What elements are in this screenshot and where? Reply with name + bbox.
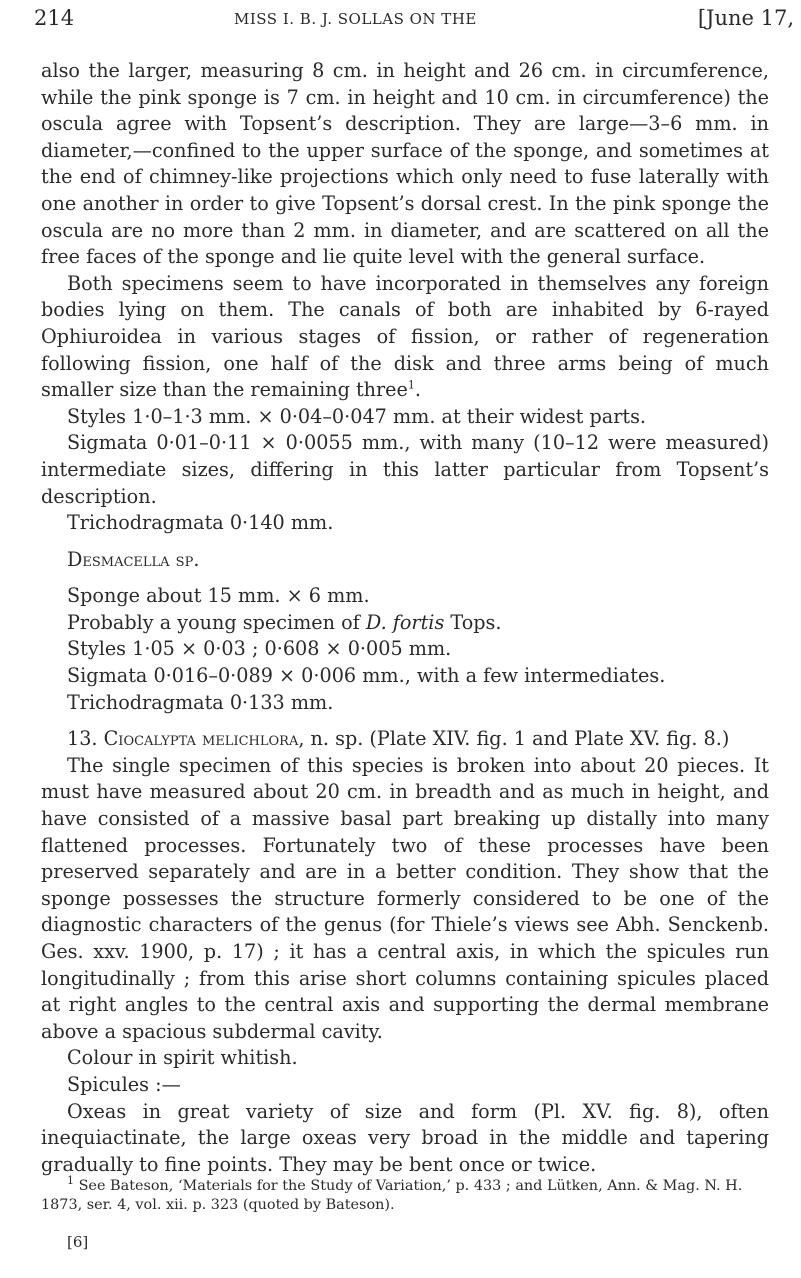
section-number: 13. — [67, 727, 104, 751]
page-number: 214 — [34, 6, 75, 30]
trichodragmata-measure: Trichodragmata 0·140 mm. — [67, 511, 334, 535]
paragraph-oxeas: Oxeas in great variety of size and form (Pl. XV. fig. 8), often inequiactinate, the large oxeas very broad in the middle and tapering gradually to fine points. They may be bent once or twice. — [41, 1099, 769, 1176]
footnote-text: See Bateson, ‘Materials for the Study of Variation,’ p. 433 ; and Lütken, Ann. & Mag. N. H. 1873, ser. 4, vol. xii. p. 323 (quoted by Bateson). — [41, 1178, 743, 1213]
paragraph-specimen: The single specimen of this species is broken into about 20 pieces. It must have measured about 20 cm. in breadth and as much in height, and have consisted of a massive basal part breaking up distally into many flattened processes. Fortunately two of these processes have been preserved separately and are in a better condition. They show that the sponge possesses the structure formerly considered to be one of the diagnostic characters of the genus (for Thiele’s views see Abh. Senckenb. Ges. xxv. 1900, p. 17) ; it has a central axis, in which the spicules run longitudinally ; from this arise short columns containing spicules placed at right angles to the central axis and supporting the dermal membrane above a spacious subdermal cavity. — [41, 753, 769, 1043]
species-name: D. fortis — [365, 610, 445, 634]
period: . — [414, 378, 422, 402]
desmacella-styles: Styles 1·05 × 0·03 ; 0·608 × 0·005 mm. — [67, 637, 452, 661]
species-title: Ciocalypta melichlora — [103, 727, 299, 751]
header-date: [June 17, — [697, 6, 794, 30]
section-plate-ref: , n. sp. (Plate XIV. fig. 1 and Plate XV. fig. 8.) — [298, 727, 730, 751]
desmacella-note — [41, 610, 769, 637]
paragraph-foreign-bodies — [41, 271, 769, 404]
spicules-heading: Spicules :— — [67, 1072, 181, 1096]
desmacella-size: Sponge about 15 mm. × 6 mm. — [67, 584, 370, 608]
running-title: MISS I. B. J. SOLLAS ON THE — [234, 10, 477, 28]
desmacella-trichodragmata: Trichodragmata 0·133 mm. — [67, 690, 334, 714]
page-header — [34, 6, 794, 38]
paragraph-oscula: also the larger, measuring 8 cm. in height and 26 cm. in circumference, while the pink sponge is 7 cm. in height and 10 cm. in circumference) the oscula agree with Topsent’s description. They are large—3–6 mm. in diameter,—confined to the upper surface of the sponge, and sometimes at the end of chimney-like projections which only need to fuse laterally with one another in order to give Topsent’s dorsal crest. In the pink sponge the oscula are no more than 2 mm. in diameter, and are scattered on all the free faces of the sponge and lie quite level with the general surface. — [41, 59, 769, 269]
author-abbrev: Tops. — [444, 610, 502, 634]
footnote-marker: 1 — [67, 1174, 74, 1188]
signature-mark: [6] — [67, 1233, 89, 1251]
footnote — [41, 1174, 781, 1214]
paragraph-foreign-bodies-text: Both specimens seem to have incorporated in themselves any foreign bodies lying on them. The canals of both are inhabited by 6-rayed Ophiuroidea in various stages of fission, or rather of regeneration following fission, one half of the disk and three arms being of much smaller size than the remaining three — [41, 271, 769, 402]
body-text — [41, 58, 769, 1178]
styles-measure: Styles 1·0–1·3 mm. × 0·04–0·047 mm. at their widest parts. — [67, 404, 647, 428]
footnote-ref[interactable]: 1 — [407, 378, 415, 392]
colour-note: Colour in spirit whitish. — [67, 1046, 298, 1070]
desmacella-note-text: Probably a young specimen of — [67, 610, 366, 634]
desmacella-sigmata: Sigmata 0·016–0·089 × 0·006 mm., with a few intermediates. — [67, 664, 666, 688]
desmacella-heading: Desmacella sp. — [67, 547, 200, 571]
section-13-heading — [41, 726, 769, 753]
sigmata-measure: Sigmata 0·01–0·11 × 0·0055 mm., with many (10–12 were measured) intermediate sizes, differing in this latter particular from Topsent’s description. — [41, 431, 769, 508]
